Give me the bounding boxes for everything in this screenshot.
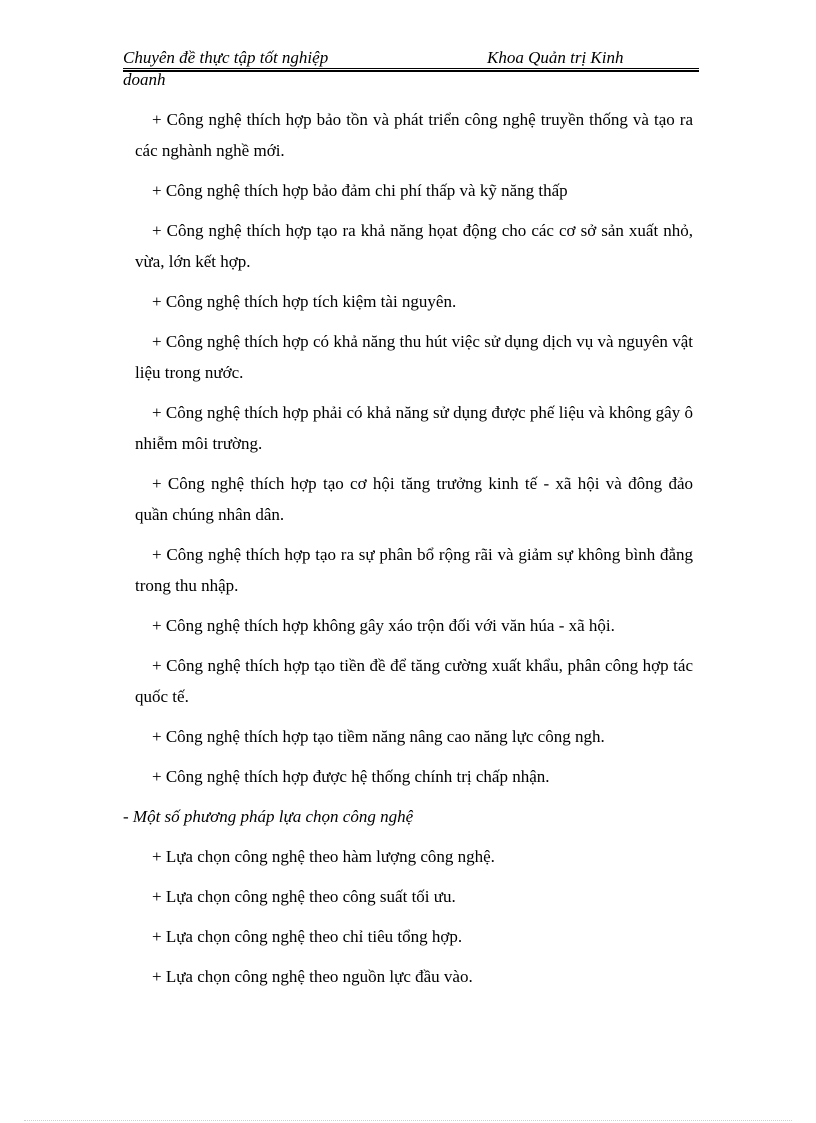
paragraph-5: + Công nghệ thích hợp có khả năng thu hút việc sử dụng dịch vụ và nguyên vật liệu trong nước. [135, 332, 693, 382]
paragraph-4: + Công nghệ thích hợp tích kiệm tài nguyên. [152, 292, 457, 311]
section-subheading: - Một số phương pháp lựa chọn công nghệ [123, 807, 414, 826]
header-divider [123, 68, 699, 72]
method-item-1: + Lựa chọn công nghệ theo hàm lượng công nghệ. [152, 847, 495, 866]
paragraph-7: + Công nghệ thích hợp tạo cơ hội tăng trưởng kinh tế - xã hội và đông đảo quần chúng nhân dân. [135, 474, 693, 524]
method-item-2: + Lựa chọn công nghệ theo công suất tối ưu. [152, 887, 456, 906]
paragraph-10: + Công nghệ thích hợp tạo tiền đề để tăng cường xuất khẩu, phân công hợp tác quốc tế. [135, 656, 693, 706]
page-header [123, 48, 699, 88]
page-bottom-border [24, 1120, 792, 1121]
paragraph-2: + Công nghệ thích hợp bảo đảm chi phí thấp và kỹ năng thấp [152, 181, 568, 200]
method-item-3: + Lựa chọn công nghệ theo chỉ tiêu tổng hợp. [152, 927, 463, 946]
header-faculty-continued: doanh [123, 70, 166, 89]
paragraph-11: + Công nghệ thích hợp tạo tiềm năng nâng cao năng lực công ngh. [152, 727, 605, 746]
paragraph-3: + Công nghệ thích hợp tạo ra khả năng họat động cho các cơ sở sản xuất nhỏ, vừa, lớn kết hợp. [135, 221, 693, 271]
header-thesis-title: Chuyên đề thực tập tốt nghiệp [123, 48, 329, 67]
paragraph-8: + Công nghệ thích hợp tạo ra sự phân bổ rộng rãi và giảm sự không bình đẳng trong thu nhập. [135, 545, 693, 595]
document-body [123, 104, 693, 1001]
paragraph-1: + Công nghệ thích hợp bảo tồn và phát triển công nghệ truyền thống và tạo ra các nghành nghề mới. [135, 110, 693, 160]
header-faculty: Khoa Quản trị Kinh [487, 48, 624, 67]
paragraph-12: + Công nghệ thích hợp được hệ thống chính trị chấp nhận. [152, 767, 550, 786]
paragraph-6: + Công nghệ thích hợp phải có khả năng sử dụng được phế liệu và không gây ô nhiễm môi trường. [135, 403, 693, 453]
paragraph-9: + Công nghệ thích hợp không gây xáo trộn đối với văn húa - xã hội. [152, 616, 615, 635]
method-item-4: + Lựa chọn công nghệ theo nguồn lực đầu vào. [152, 967, 473, 986]
